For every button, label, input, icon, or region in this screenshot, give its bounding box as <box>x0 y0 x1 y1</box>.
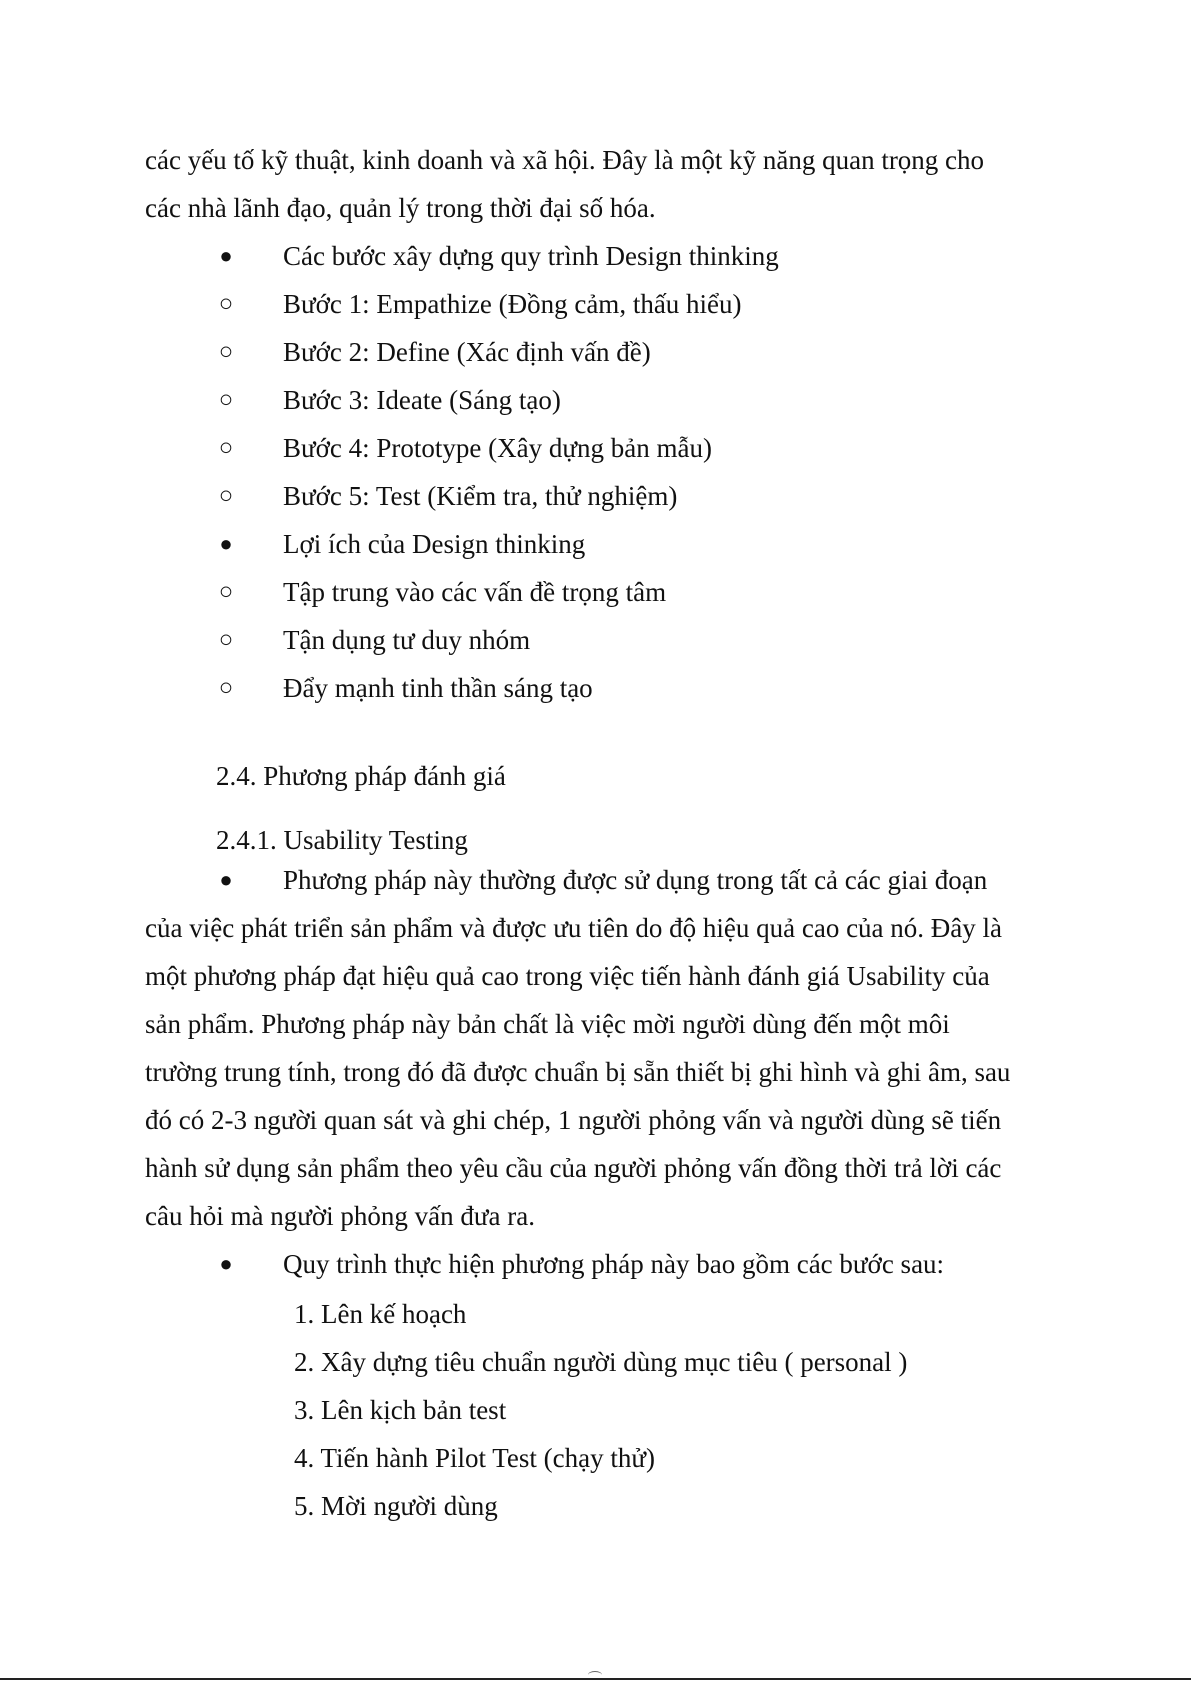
list-item: Tập trung vào các vấn đề trọng tâm <box>283 577 667 607</box>
list-item: Bước 2: Define (Xác định vấn đề) <box>283 337 651 367</box>
numbered-item: 2. Xây dựng tiêu chuẩn người dùng mục tiêu ( personal ) <box>294 1347 908 1377</box>
paragraph-line: của việc phát triển sản phẩm và được ưu tiên do độ hiệu quả cao của nó. Đây là <box>145 913 1002 943</box>
bullet-circle-icon: ○ <box>218 483 234 509</box>
intro-line: các yếu tố kỹ thuật, kinh doanh và xã hội. Đây là một kỹ năng quan trọng cho <box>145 145 985 175</box>
bullet-circle-icon: ○ <box>218 675 234 701</box>
list-item: Bước 5: Test (Kiểm tra, thử nghiệm) <box>283 481 678 511</box>
list-item: Bước 3: Ideate (Sáng tạo) <box>283 385 561 415</box>
paragraph-line: một phương pháp đạt hiệu quả cao trong việc tiến hành đánh giá Usability của <box>145 961 990 991</box>
paragraph-line: trường trung tính, trong đó đã được chuẩn bị sẵn thiết bị ghi hình và ghi âm, sau <box>145 1057 1011 1087</box>
bullet-disc-icon: ● <box>219 243 233 268</box>
intro-line: các nhà lãnh đạo, quản lý trong thời đại số hóa. <box>145 193 656 223</box>
section-heading: 2.4. Phương pháp đánh giá <box>216 761 506 791</box>
page-bottom-rule <box>0 1678 1191 1680</box>
numbered-item: 4. Tiến hành Pilot Test (chạy thử) <box>294 1443 655 1473</box>
list-item: Đẩy mạnh tinh thần sáng tạo <box>283 673 593 703</box>
bullet-disc-icon: ● <box>219 531 233 556</box>
bullet-circle-icon: ○ <box>218 387 234 413</box>
bullet-circle-icon: ○ <box>218 627 234 653</box>
list-item: Bước 1: Empathize (Đồng cảm, thấu hiểu) <box>283 289 742 319</box>
list-item: Tận dụng tư duy nhóm <box>283 625 531 655</box>
steps-header: Các bước xây dựng quy trình Design thinking <box>283 241 779 271</box>
bullet-circle-icon: ○ <box>218 435 234 461</box>
numbered-item: 1. Lên kế hoạch <box>294 1299 467 1329</box>
numbered-item: 5. Mời người dùng <box>294 1491 498 1521</box>
bullet-circle-icon: ○ <box>218 579 234 605</box>
process-header: Quy trình thực hiện phương pháp này bao gồm các bước sau: <box>283 1249 945 1279</box>
benefits-header: Lợi ích của Design thinking <box>283 529 586 559</box>
paragraph-line: câu hỏi mà người phỏng vấn đưa ra. <box>145 1201 535 1231</box>
list-item: Bước 4: Prototype (Xây dựng bản mẫu) <box>283 433 712 463</box>
bullet-disc-icon: ● <box>219 867 233 892</box>
paragraph-line: sản phẩm. Phương pháp này bản chất là việc mời người dùng đến một môi <box>145 1009 950 1039</box>
paragraph-line: Phương pháp này thường được sử dụng trong tất cả các giai đoạn <box>283 865 988 895</box>
bullet-disc-icon: ● <box>219 1251 233 1276</box>
section-subheading: 2.4.1. Usability Testing <box>216 825 468 855</box>
paragraph-line: hành sử dụng sản phẩm theo yêu cầu của người phỏng vấn đồng thời trả lời các <box>145 1153 1002 1183</box>
bullet-circle-icon: ○ <box>218 339 234 365</box>
bullet-circle-icon: ○ <box>218 291 234 317</box>
paragraph-line: đó có 2-3 người quan sát và ghi chép, 1 người phỏng vấn và người dùng sẽ tiến <box>145 1105 1002 1135</box>
numbered-item: 3. Lên kịch bản test <box>294 1395 507 1425</box>
